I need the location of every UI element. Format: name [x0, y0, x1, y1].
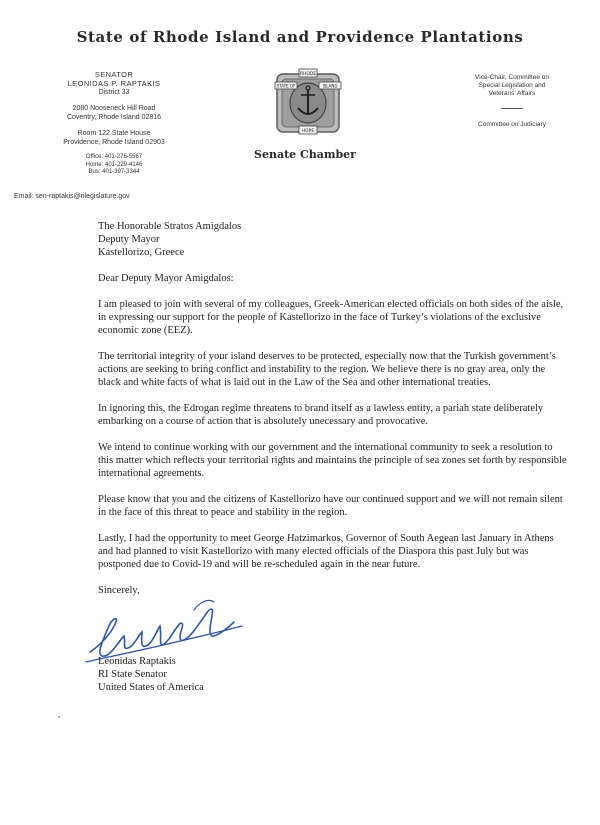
committee-line-2: Special Legislation and — [478, 82, 546, 89]
office-address-line-1: Room 122 State House — [77, 130, 151, 137]
signer-title: RI State Senator — [98, 669, 167, 680]
paragraph-3: In ignoring this, the Edrogan regime threatens to brand itself as a lawless entity, a pariah state deliberately embarking on a course of action that is absolutely unecessary and provocative. — [98, 403, 544, 427]
senator-email: Email: sen-raptakis@rilegislature.gov — [14, 193, 130, 200]
seal-top-text: RHODE — [299, 72, 317, 77]
committee-info — [452, 74, 572, 129]
signature-block — [98, 655, 204, 694]
senator-district: District 33 — [98, 89, 130, 96]
senator-info — [34, 70, 194, 177]
committee-divider — [501, 108, 523, 109]
recipient-line-3: Kastellorizo, Greece — [98, 247, 185, 258]
office-address-line-2: Providence, Rhode Island 02903 — [63, 139, 165, 146]
state-seal-icon — [271, 66, 345, 140]
phone-office: Office: 401-276-5567 — [85, 154, 143, 160]
recipient-line-2: Deputy Mayor — [98, 234, 160, 245]
committee-line-1: Vice-Chair, Committee on — [475, 74, 549, 81]
scan-speck — [58, 716, 60, 718]
paragraph-1: I am pleased to join with several of my colleagues, Greek-American elected officials on both sides of the aisle, in expressing our support for the people of Kastellorizo in the face of Turkey’s violations of the exclusive economic zone (EEZ). — [98, 299, 564, 336]
letter-body — [98, 220, 568, 610]
paragraph-5: Please know that you and the citizens of Kastellorizo have our continued support and we will not remain silent in the face of this threat to peace and stability in the region. — [98, 494, 563, 518]
seal-motto-text: HOPE — [301, 129, 315, 134]
phone-business: Bus: 401-397-3344 — [88, 169, 140, 175]
senator-name: LEONIDAS P. RAPTAKIS — [67, 79, 161, 88]
phone-home: Home: 401-229-4146 — [85, 161, 143, 168]
home-address-line-2: Coventry, Rhode Island 02816 — [66, 114, 162, 121]
salutation: Dear Deputy Mayor Amigdalos: — [98, 273, 234, 284]
recipient-address — [98, 220, 568, 259]
seal-island-text: ISLAND — [322, 83, 338, 89]
paragraph-4: We intend to continue working with our government and the international community to seek a resolution to this matter which reflects your territorial rights and maintains the principle of sea zones set forth by responsible international agreements. — [98, 442, 567, 479]
senator-title: SENATOR — [94, 70, 134, 79]
letterhead-state-title: State of Rhode Island and Providence Plantations — [76, 28, 524, 46]
paragraph-2: The territorial integrity of your island deserves to be protected, especially now that the Turkish government’s actions are seeking to bring conflict and instability to the region. We believe there is no gray area, only the black and white facts of what is laid out in the Law of the Sea and other international treaties. — [98, 351, 556, 388]
recipient-line-1: The Honorable Stratos Amigdalos — [98, 221, 242, 232]
home-address-line-1: 2080 Nooseneck Hill Road — [72, 105, 156, 112]
senate-chamber-title: Senate Chamber — [254, 148, 356, 161]
seal-state-of-text: STATE OF — [276, 83, 296, 89]
closing: Sincerely, — [98, 585, 140, 596]
signer-name: Leonidas Raptakis — [98, 656, 176, 667]
committee-judiciary: Committee on Judiciary — [478, 121, 546, 128]
committee-line-3: Veterans' Affairs — [488, 90, 536, 97]
paragraph-6: Lastly, I had the opportunity to meet George Hatzimarkos, Governor of South Aegean last January in Athens and had planned to visit Kastellorizo with many elected officials of the Diaspora this past July but was postponed due to Covid-19 and will be re-scheduled again in the near future. — [98, 533, 554, 570]
signer-country: United States of America — [98, 682, 204, 693]
